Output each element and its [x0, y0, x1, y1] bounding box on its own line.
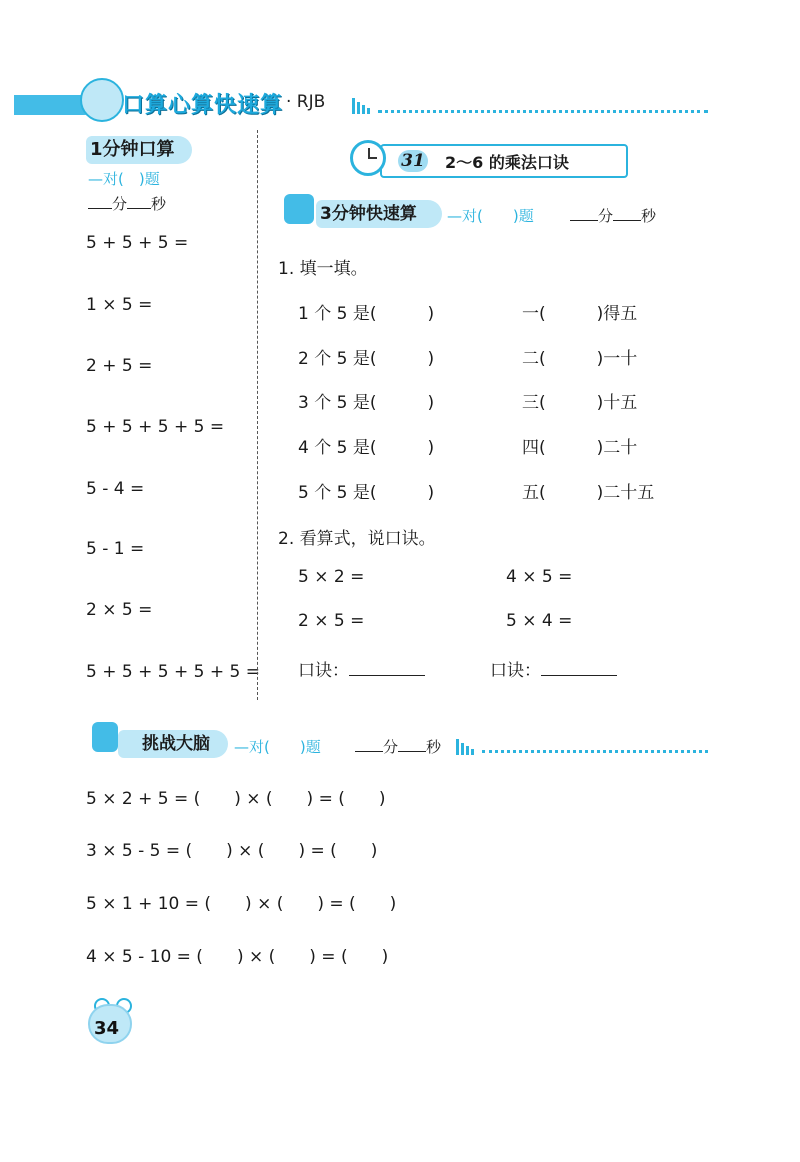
- left-expr: 2 + 5 =: [86, 356, 153, 376]
- left-correct-count: —对( )题: [88, 170, 160, 188]
- left-expr: 5 - 4 =: [86, 479, 145, 499]
- challenge-expr: 5 × 2 + 5 = ( ) × ( ) = ( ): [86, 789, 386, 809]
- q1-right-item: 四( )二十: [522, 438, 638, 458]
- left-expr: 5 + 5 + 5 + 5 =: [86, 417, 225, 437]
- book-icon: [284, 194, 314, 224]
- q1-left-item: 3 个 5 是( ): [298, 393, 435, 413]
- quick-correct-count: —对( )题: [447, 207, 534, 225]
- bars-icon: [352, 95, 372, 111]
- challenge-time-min: 分: [383, 738, 399, 756]
- left-time-sec: 秒: [151, 195, 167, 213]
- header-dotted-rule: [378, 110, 708, 113]
- rhyme-label: 口诀：: [298, 661, 349, 681]
- page-number: 34: [94, 1018, 120, 1039]
- lesson-number: 31: [398, 150, 428, 172]
- one-minute-title: 1分钟口算: [86, 136, 192, 164]
- left-expr: 2 × 5 =: [86, 600, 153, 620]
- challenge-time-record: [355, 736, 441, 757]
- challenge-title: 挑战大脑: [118, 730, 228, 758]
- q1-left-item: 2 个 5 是( ): [298, 349, 435, 369]
- quick-time-sec: 秒: [641, 207, 657, 225]
- challenge-correct-count: —对( )题: [234, 738, 321, 756]
- giraffe-icon: [92, 722, 118, 752]
- q2-left-expr: 5 × 2 =: [298, 567, 365, 587]
- question-1-label: 1. 填一填。: [278, 259, 368, 279]
- rhyme-answer-line: [349, 659, 425, 676]
- challenge-expr: 4 × 5 - 10 = ( ) × ( ) = ( ): [86, 947, 389, 967]
- rhyme-answer-line: [541, 659, 617, 676]
- q2-rhyme-right: [490, 656, 617, 681]
- book-title: 口算心算快速算: [122, 93, 284, 118]
- left-expr: 5 - 1 =: [86, 539, 145, 559]
- left-time-min: 分: [112, 195, 128, 213]
- q1-left-item: 5 个 5 是( ): [298, 483, 435, 503]
- challenge-dotted-rule: [482, 750, 708, 753]
- book-series: · RJB: [286, 92, 326, 112]
- question-2-label: 2. 看算式，说口诀。: [278, 529, 436, 549]
- q1-right-item: 五( )二十五: [522, 483, 655, 503]
- column-divider: [257, 130, 258, 700]
- q1-right-item: 三( )十五: [522, 393, 638, 413]
- challenge-time-sec: 秒: [426, 738, 442, 756]
- challenge-expr: 5 × 1 + 10 = ( ) × ( ) = ( ): [86, 894, 397, 914]
- mascot-icon: [80, 78, 124, 122]
- q1-right-item: 二( )一十: [522, 349, 638, 369]
- lesson-title: 2～6 的乘法口诀: [445, 153, 569, 172]
- q2-rhyme-left: [298, 656, 425, 681]
- q2-right-expr: 5 × 4 =: [506, 611, 573, 631]
- left-time-record: [88, 193, 166, 214]
- rhyme-label: 口诀：: [490, 661, 541, 681]
- challenge-expr: 3 × 5 - 5 = ( ) × ( ) = ( ): [86, 841, 378, 861]
- quick-title: 3分钟快速算: [316, 200, 442, 228]
- clock-icon: [350, 140, 386, 176]
- quick-time-min: 分: [598, 207, 614, 225]
- left-expr: 1 × 5 =: [86, 295, 153, 315]
- bars-icon: [456, 736, 476, 752]
- quick-time-record: [570, 205, 656, 226]
- left-expr: 5 + 5 + 5 + 5 + 5 =: [86, 662, 260, 682]
- q2-left-expr: 2 × 5 =: [298, 611, 365, 631]
- q2-right-expr: 4 × 5 =: [506, 567, 573, 587]
- q1-left-item: 1 个 5 是( ): [298, 304, 435, 324]
- q1-left-item: 4 个 5 是( ): [298, 438, 435, 458]
- q1-right-item: 一( )得五: [522, 304, 638, 324]
- left-expr: 5 + 5 + 5 =: [86, 233, 189, 253]
